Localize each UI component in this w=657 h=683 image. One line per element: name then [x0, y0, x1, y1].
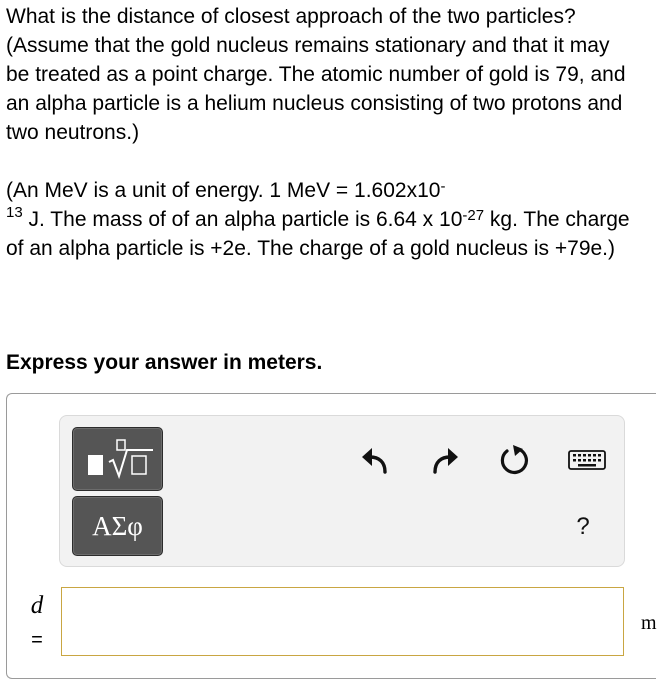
variable-label: d — [30, 592, 44, 619]
unit-label: m — [641, 612, 657, 634]
energy-note-text: (An MeV is a unit of energy. 1 MeV = 1.602x10 — [6, 179, 441, 202]
exponent-sign: - — [440, 178, 446, 195]
question-text — [6, 2, 636, 263]
exponent-13: 13 — [6, 204, 23, 221]
redo-icon[interactable] — [427, 442, 463, 478]
greek-symbols-button[interactable]: ΑΣφ — [72, 496, 163, 556]
answer-instruction: Express your answer in meters. — [6, 351, 323, 374]
equals-sign: = — [31, 629, 43, 651]
reset-icon[interactable] — [496, 442, 532, 478]
question-paragraph-1: What is the distance of closest approach of the two particles? (Assume that the gold nucleus remains stationary and that it may be treated as a point charge. The atomic number of gold is 79, and an alpha particle is a helium nucleus consisting of two protons and two neutrons.) — [6, 5, 626, 144]
charge-note-text: kg. The charge of an alpha particle is +2e. The charge of a gold nucleus is +79e.) — [6, 208, 630, 260]
undo-icon[interactable] — [357, 442, 393, 478]
answer-box — [6, 393, 656, 679]
mass-note-text: J. The mass of of an alpha particle is 6.64 x 10 — [22, 208, 463, 231]
templates-button[interactable] — [72, 427, 163, 491]
exponent-minus-27: -27 — [462, 207, 485, 224]
math-toolbar — [59, 415, 625, 567]
help-button[interactable]: ? — [576, 513, 590, 540]
radical-icon — [107, 438, 155, 480]
templates-icon — [88, 455, 103, 475]
answer-input[interactable] — [61, 587, 624, 656]
keyboard-icon[interactable] — [565, 442, 609, 478]
question-paragraph-2 — [6, 176, 636, 263]
